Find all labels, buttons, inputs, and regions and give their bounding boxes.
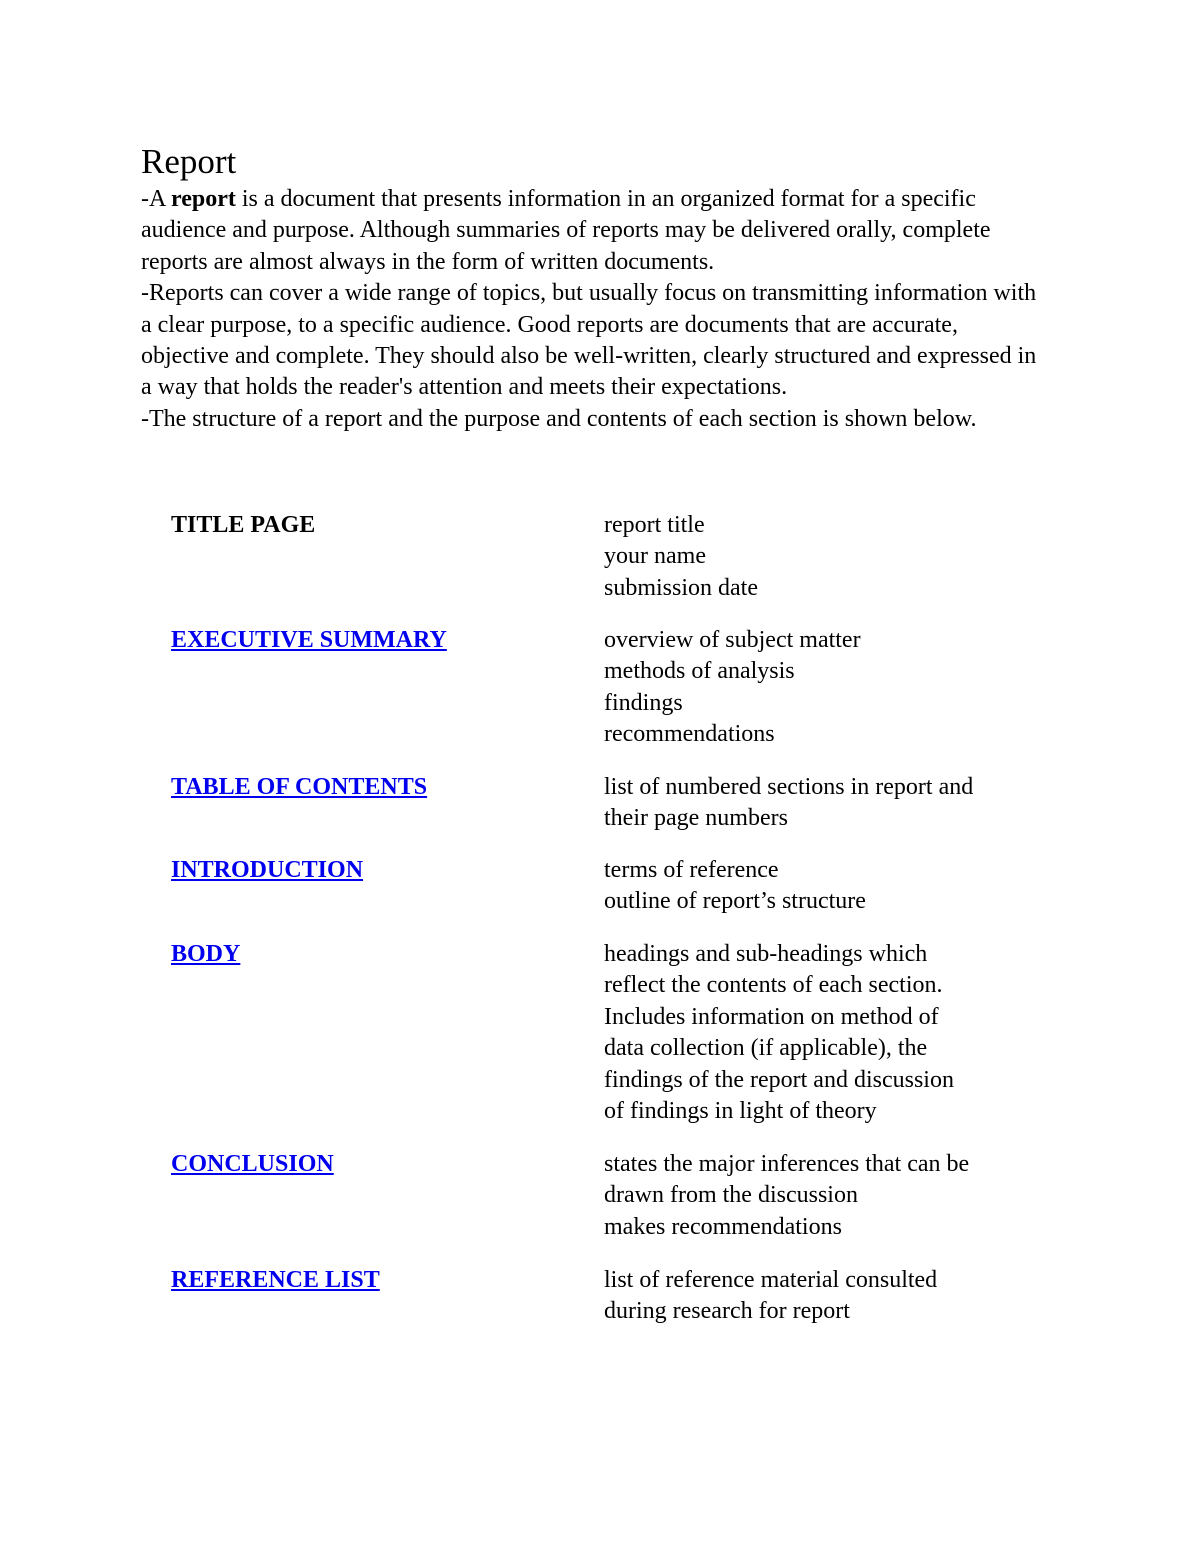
section-desc-line: of findings in light of theory: [604, 1098, 877, 1125]
section-desc-table-of-contents: [604, 772, 1044, 835]
section-desc-body: [604, 939, 1044, 1127]
section-link-table-of-contents[interactable]: TABLE OF CONTENTS: [171, 774, 428, 800]
section-link-introduction[interactable]: INTRODUCTION: [171, 857, 364, 883]
section-desc-line: report title: [604, 512, 705, 538]
section-desc-line: submission date: [604, 574, 758, 601]
section-desc-line: data collection (if applicable), the: [604, 1035, 928, 1062]
section-desc-introduction: [604, 855, 1044, 918]
section-desc-line: recommendations: [604, 721, 775, 748]
section-name-title-page: TITLE PAGE: [171, 512, 316, 538]
section-link-reference-list[interactable]: REFERENCE LIST: [171, 1267, 380, 1293]
section-desc-line: states the major inferences that can be: [604, 1151, 970, 1177]
section-desc-line: list of numbered sections in report and: [604, 774, 974, 800]
section-desc-line: their page numbers: [604, 805, 788, 832]
intro-text: [141, 184, 1046, 435]
section-desc-line: reflect the contents of each section.: [604, 972, 943, 999]
intro-p1-rest: is a document that presents information in an organized format for a specific audience and purpose. Although summaries of reports may be delivered orally, complete reports are almost always in the form of written documents.: [141, 186, 991, 275]
intro-paragraph-2: -Reports can cover a wide range of topics, but usually focus on transmitting information with a clear purpose, to a specific audience. Good reports are documents that are accurate, objective and complete. They should also be well-written, clearly structured and expressed in a way that holds the reader's attention and meets their expectations.: [141, 280, 1037, 401]
section-desc-line: outline of report’s structure: [604, 888, 866, 915]
section-desc-line: findings of the report and discussion: [604, 1066, 954, 1093]
section-desc-line: findings: [604, 689, 683, 716]
section-desc-line: overview of subject matter: [604, 627, 861, 653]
section-desc-line: makes recommendations: [604, 1213, 842, 1240]
section-desc-line: terms of reference: [604, 857, 779, 883]
section-desc-line: methods of analysis: [604, 658, 795, 685]
intro-p1-bold-term: report: [171, 186, 236, 212]
section-desc-title-page: [604, 510, 1044, 604]
page-title: Report: [141, 142, 237, 181]
section-desc-line: during research for report: [604, 1298, 850, 1325]
intro-paragraph-3: -The structure of a report and the purpose and contents of each section is shown below.: [141, 405, 977, 432]
section-link-body[interactable]: BODY: [171, 941, 241, 967]
section-desc-conclusion: [604, 1149, 1044, 1243]
section-desc-line: headings and sub-headings which: [604, 941, 928, 967]
intro-p1-prefix: -A: [141, 186, 171, 212]
section-link-executive-summary[interactable]: EXECUTIVE SUMMARY: [171, 627, 447, 653]
section-link-conclusion[interactable]: CONCLUSION: [171, 1151, 334, 1177]
section-desc-line: drawn from the discussion: [604, 1182, 858, 1209]
section-desc-line: list of reference material consulted: [604, 1267, 938, 1293]
section-desc-reference-list: [604, 1265, 1044, 1328]
section-desc-line: your name: [604, 543, 706, 570]
intro-paragraph-1: [141, 184, 1046, 278]
section-desc-line: Includes information on method of: [604, 1003, 939, 1030]
section-desc-executive-summary: [604, 625, 1044, 751]
